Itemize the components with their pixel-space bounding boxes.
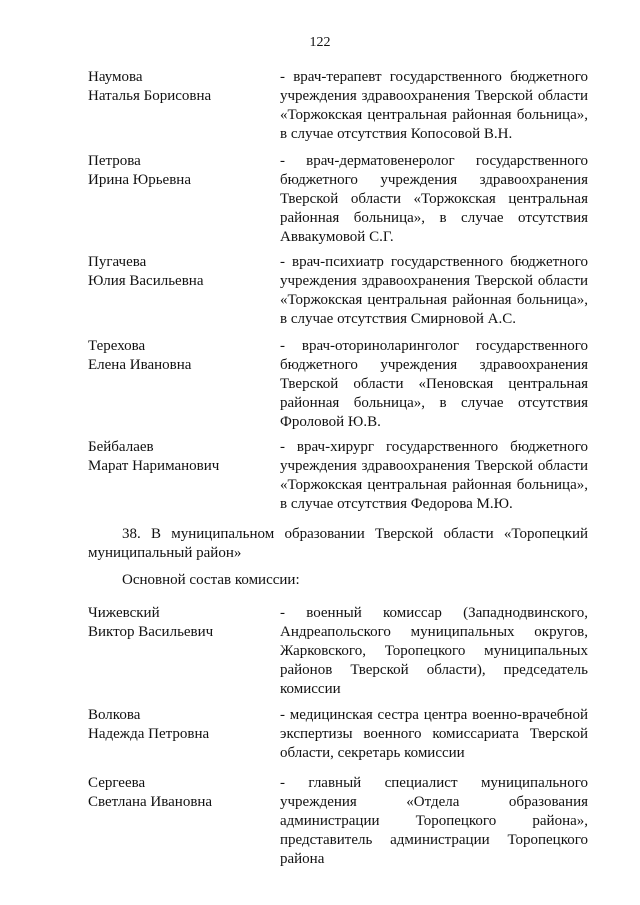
- member-given-names: Виктор Васильевич: [88, 624, 214, 640]
- member-role: - врач-оториноларинголог государственного бюджетного учреждения здравоохранения Тверской области «Пеновская центральная районная больница», в случае отсутствия Фроловой Ю.В.: [280, 338, 588, 430]
- member-role: - главный специалист муниципального учреждения «Отдела образования администрации Торопецкого района», представитель администрации Торопецкого района: [280, 775, 588, 867]
- member-name: [88, 337, 268, 375]
- member-role: - врач-хирург государственного бюджетного учреждения здравоохранения Тверской области «Торжокская центральная районная больница», в случае отсутствия Федорова М.Ю.: [280, 439, 588, 512]
- member-name: [88, 152, 268, 190]
- member-name: [88, 604, 268, 642]
- page-number: 122: [309, 35, 331, 50]
- member-surname: Наумова: [88, 69, 143, 85]
- member-given-names: Светлана Ивановна: [88, 794, 213, 810]
- member-role: - врач-психиатр государственного бюджетного учреждения здравоохранения Тверской области «Торжокская центральная районная больница», в случае отсутствия Смирновой А.С.: [280, 254, 588, 327]
- member-role: - военный комиссар (Западнодвинского, Андреапольского муниципальных округов, Жарковского, Торопецкого муниципальных районов Тверской области), председатель комиссии: [280, 605, 588, 697]
- member-role: - врач-дерматовенеролог государственного бюджетного учреждения здравоохранения Тверской области «Торжокская центральная районная больница», в случае отсутствия Аввакумовой С.Г.: [280, 153, 588, 245]
- member-surname: Сергеева: [88, 775, 146, 791]
- member-surname: Петрова: [88, 153, 141, 169]
- section-heading: 38. В муниципальном образовании Тверской области «Торопецкий муниципальный район»: [88, 526, 588, 561]
- member-given-names: Надежда Петровна: [88, 726, 210, 742]
- member-surname: Пугачева: [88, 254, 147, 270]
- member-surname: Терехова: [88, 338, 146, 354]
- member-role: - медицинская сестра центра военно-врачебной экспертизы военного комиссариата Тверской области, секретарь комиссии: [280, 707, 588, 761]
- commission-subheading: Основной состав комиссии:: [122, 572, 300, 588]
- member-name: [88, 706, 268, 744]
- member-surname: Бейбалаев: [88, 439, 154, 455]
- member-name: [88, 253, 268, 291]
- member-given-names: Юлия Васильевна: [88, 273, 204, 289]
- member-given-names: Ирина Юрьевна: [88, 172, 191, 188]
- member-surname: Волкова: [88, 707, 141, 723]
- member-given-names: Наталья Борисовна: [88, 88, 212, 104]
- member-given-names: Марат Нариманович: [88, 458, 220, 474]
- member-given-names: Елена Ивановна: [88, 357, 192, 373]
- member-surname: Чижевский: [88, 605, 160, 621]
- member-role: - врач-терапевт государственного бюджетного учреждения здравоохранения Тверской области «Торжокская центральная районная больница», в случае отсутствия Копосовой В.Н.: [280, 69, 588, 142]
- member-name: [88, 68, 268, 106]
- member-name: [88, 438, 268, 476]
- member-name: [88, 774, 268, 812]
